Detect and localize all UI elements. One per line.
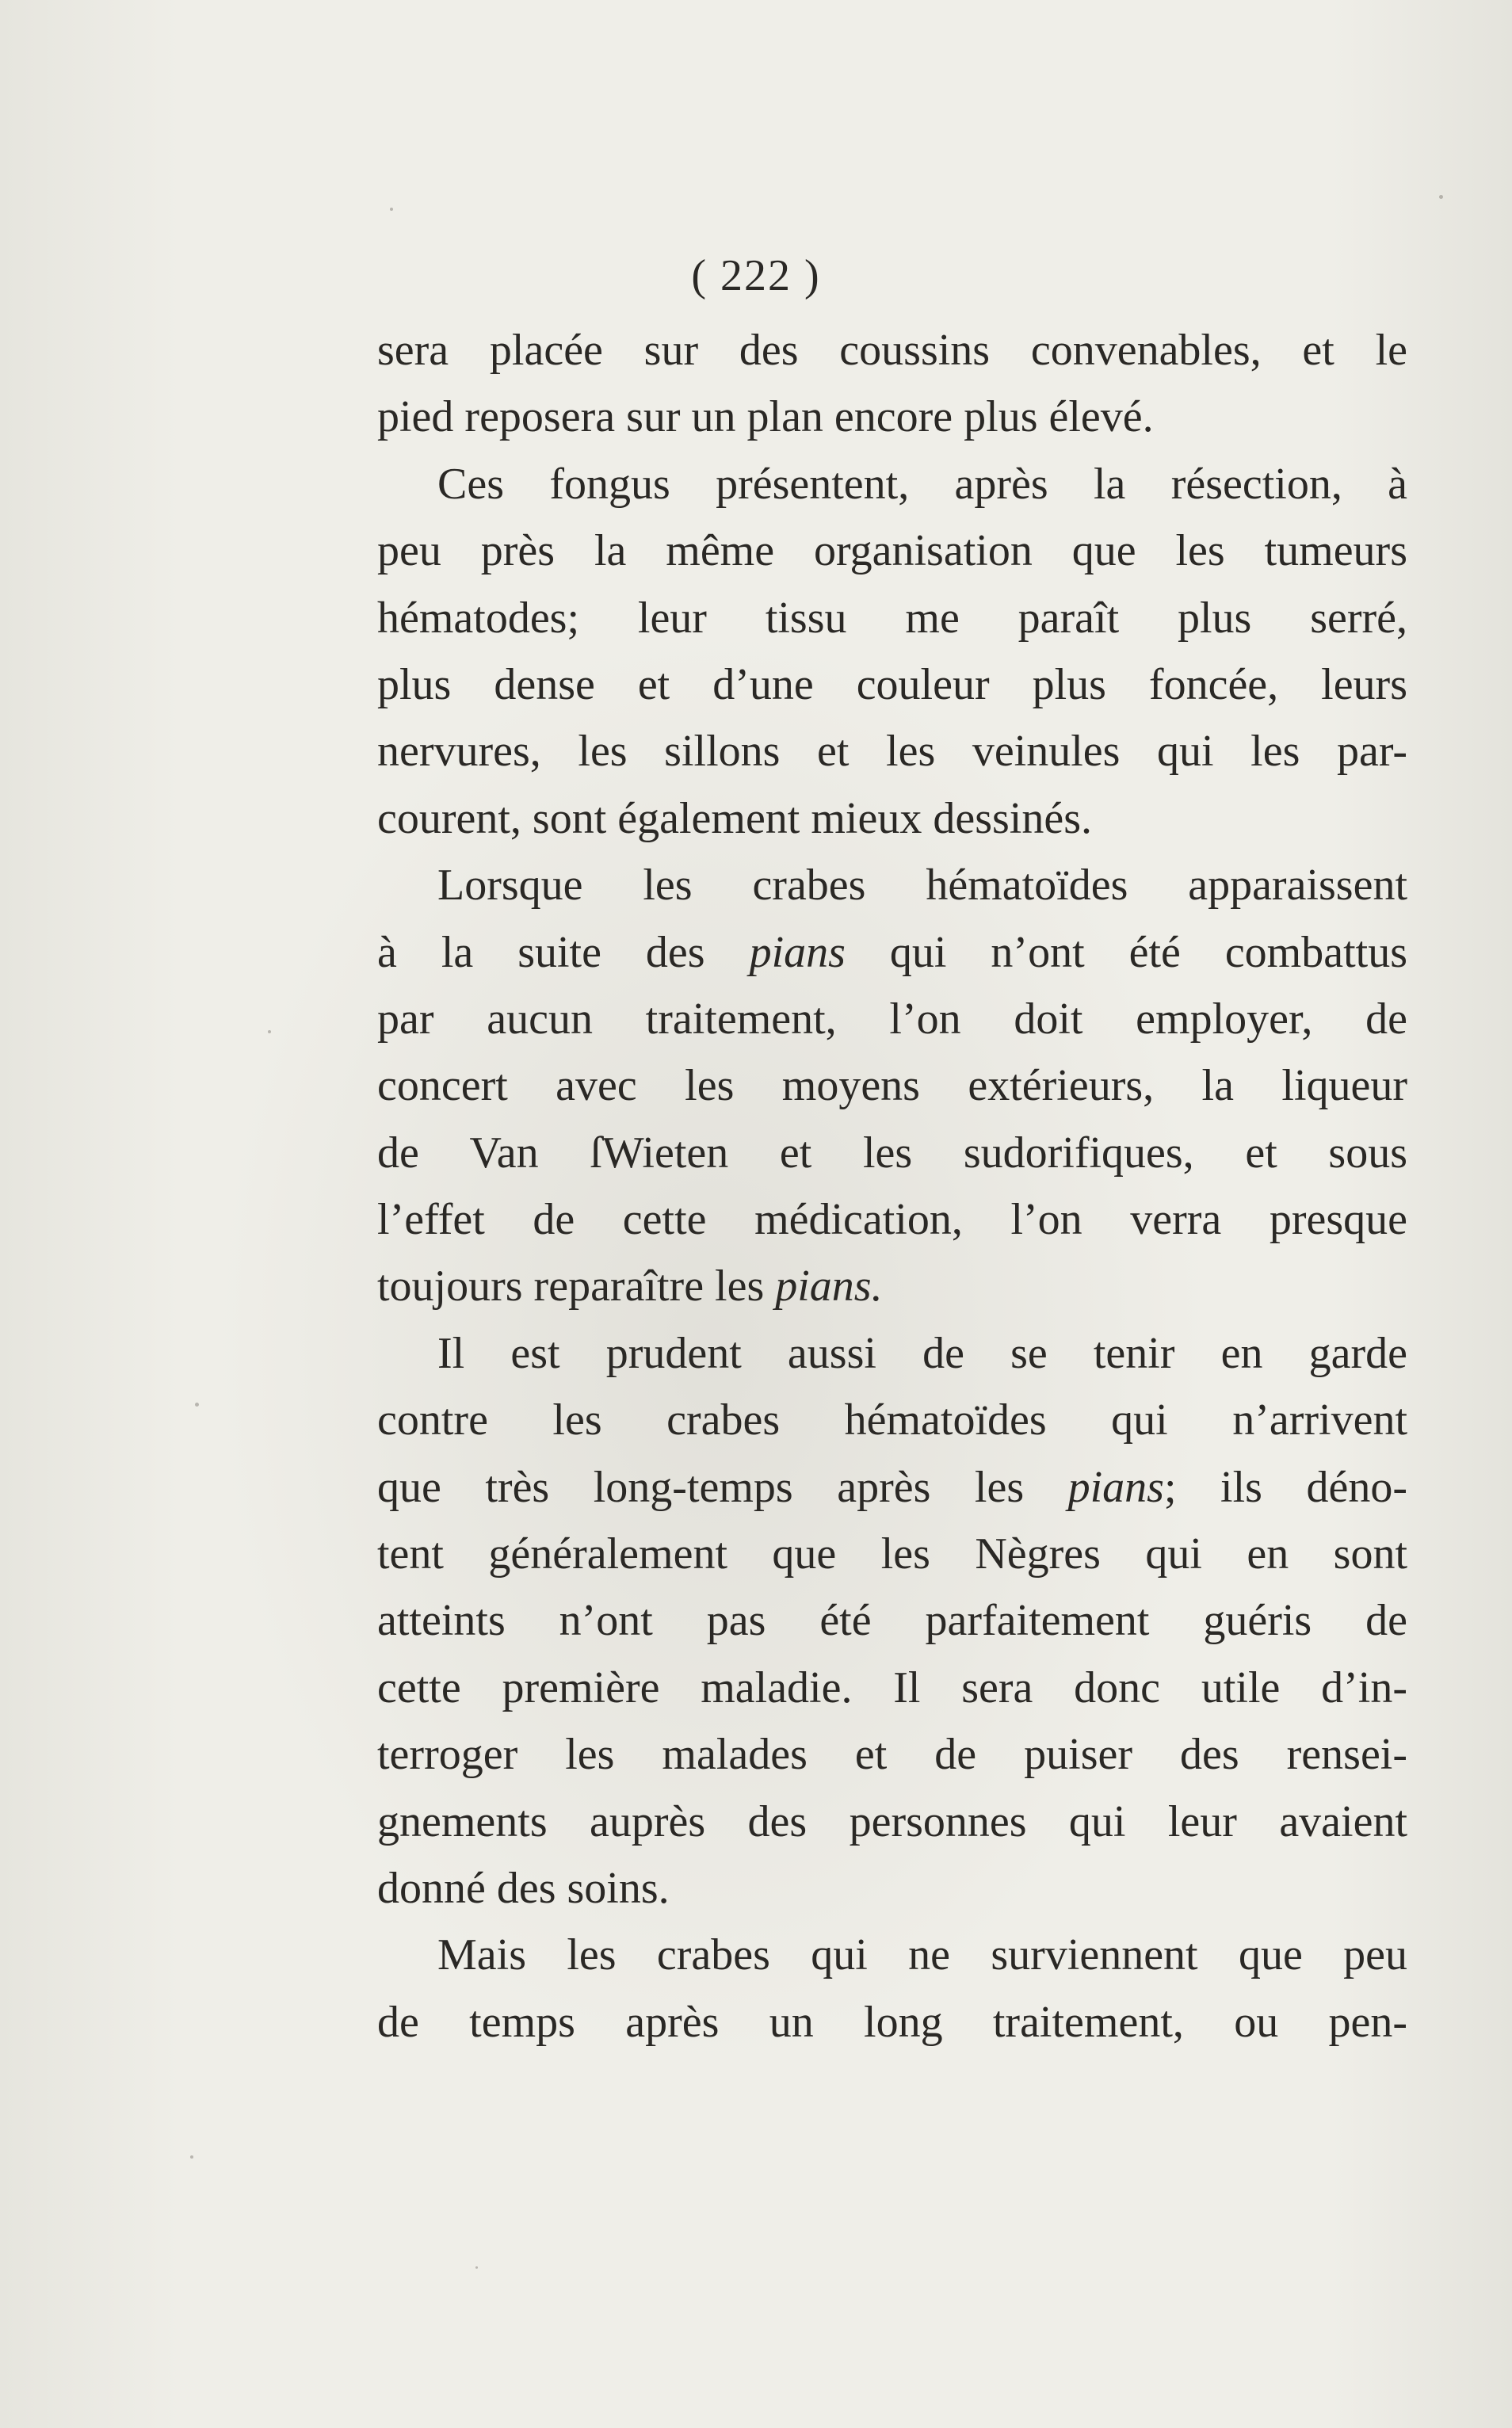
text-line xyxy=(377,1587,1407,1654)
text-run: à la suite des xyxy=(377,927,750,977)
text-line xyxy=(377,1120,1407,1186)
text-run: Il est prudent aussi de se tenir en garde xyxy=(437,1328,1407,1378)
text-run: nervures, les sillons et les veinules qui les par- xyxy=(377,727,1407,777)
text-line xyxy=(377,651,1407,718)
text-run: Lorsque les crabes hématoïdes apparaissent xyxy=(437,861,1407,910)
text-run: Mais les crabes qui ne surviennent que peu xyxy=(437,1930,1407,1980)
text-line xyxy=(377,384,1407,450)
text-line xyxy=(377,1655,1407,1721)
text-run: par aucun traitement, l’on doit employer, de xyxy=(377,994,1407,1044)
text-line xyxy=(377,1521,1407,1587)
page-number: ( 222 ) xyxy=(691,251,821,300)
text-line xyxy=(377,1387,1407,1453)
italic-word: pians xyxy=(1067,1462,1164,1512)
text-run: sera placée sur des coussins convenables, et le xyxy=(377,326,1407,375)
text-run: concert avec les moyens extérieurs, la liqueur xyxy=(377,1061,1407,1111)
text-run: plus dense et d’une couleur plus foncée, leurs xyxy=(377,659,1407,709)
text-run: toujours reparaître les xyxy=(377,1262,776,1311)
text-run: ; ils déno- xyxy=(1163,1462,1407,1512)
text-line xyxy=(377,1721,1407,1788)
text-line xyxy=(377,1186,1407,1253)
text-run: qui n’ont été combattus xyxy=(845,927,1408,977)
text-line xyxy=(377,1454,1407,1521)
italic-word: pians. xyxy=(775,1262,883,1311)
text-line xyxy=(377,317,1407,384)
text-run: atteints n’ont pas été parfaitement guéris de xyxy=(377,1596,1407,1646)
text-run: courent, sont également mieux dessinés. xyxy=(377,793,1092,843)
text-line xyxy=(377,1253,1407,1319)
text-line xyxy=(377,1052,1407,1119)
text-line xyxy=(377,1922,1407,1988)
text-line xyxy=(377,1855,1407,1922)
text-run: donné des soins. xyxy=(377,1863,670,1913)
body-text xyxy=(377,317,1407,2056)
text-run: terroger les malades et de puiser des rensei- xyxy=(377,1730,1407,1780)
text-line xyxy=(377,585,1407,651)
text-run: de temps après un long traitement, ou pen- xyxy=(377,1997,1407,2047)
text-line xyxy=(377,785,1407,852)
text-run: de Van ſWieten et les sudorifiques, et sous xyxy=(377,1128,1407,1178)
text-line xyxy=(377,718,1407,785)
text-line xyxy=(377,919,1407,986)
text-run: l’effet de cette médication, l’on verra presque xyxy=(377,1195,1407,1245)
text-line xyxy=(377,852,1407,918)
text-run: hématodes; leur tissu me paraît plus serré, xyxy=(377,593,1407,643)
text-run: Ces fongus présentent, après la résection, à xyxy=(437,459,1407,509)
text-run: que très long-temps après les xyxy=(377,1462,1068,1512)
text-run: contre les crabes hématoïdes qui n’arrivent xyxy=(377,1395,1407,1445)
text-line xyxy=(377,1320,1407,1387)
text-line xyxy=(377,1989,1407,2056)
text-run: gnements auprès des personnes qui leur avaient xyxy=(377,1796,1407,1846)
text-run: cette première maladie. Il sera donc utile d’in- xyxy=(377,1663,1407,1712)
text-run: tent généralement que les Nègres qui en sont xyxy=(377,1529,1407,1579)
text-line xyxy=(377,986,1407,1052)
italic-word: pians xyxy=(749,927,846,977)
text-run: peu près la même organisation que les tumeurs xyxy=(377,526,1407,576)
text-line xyxy=(377,451,1407,517)
text-run: pied reposera sur un plan encore plus élevé. xyxy=(377,392,1154,442)
text-line xyxy=(377,517,1407,584)
text-line xyxy=(377,1789,1407,1855)
